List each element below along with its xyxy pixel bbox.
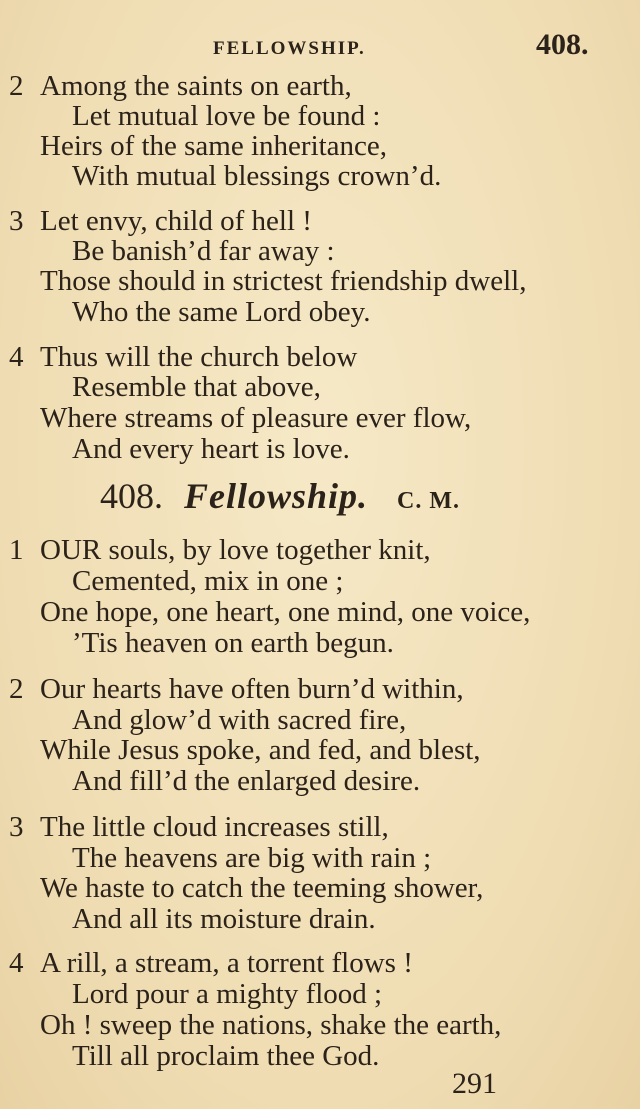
- verse-number: 2: [9, 673, 24, 705]
- hymn-title: [100, 474, 460, 523]
- verse-line: The heavens are big with rain ;: [72, 842, 432, 874]
- running-title: FELLOWSHIP.: [213, 38, 366, 59]
- verse-line: A rill, a stream, a torrent flows !: [40, 947, 413, 979]
- verse-line: Those should in strictest friendship dwell,: [40, 265, 527, 297]
- verse-line: Be banish’d far away :: [72, 235, 335, 267]
- verse-line: Who the same Lord obey.: [72, 296, 371, 328]
- hymn-name: Fellowship.: [184, 476, 369, 516]
- verse-line: One hope, one heart, one mind, one voice,: [40, 596, 531, 628]
- hymn-meter: C. M.: [397, 488, 461, 514]
- verse-line: And fill’d the enlarged desire.: [72, 765, 421, 797]
- verse-line: ’Tis heaven on earth begun.: [72, 627, 394, 659]
- verse-number: 4: [9, 341, 24, 373]
- verse-number: 3: [9, 205, 24, 237]
- verse-line: Cemented, mix in one ;: [72, 565, 344, 597]
- verse-line: The little cloud increases still,: [40, 811, 389, 843]
- verse-line: And glow’d with sacred fire,: [72, 704, 407, 736]
- verse-line: Resemble that above,: [72, 371, 321, 403]
- verse-line: Among the saints on earth,: [40, 70, 352, 102]
- verse-line: We haste to catch the teeming shower,: [40, 872, 484, 904]
- verse-line: And every heart is love.: [72, 433, 350, 465]
- verse-number: 1: [9, 534, 24, 566]
- verse-line: Let mutual love be found :: [72, 100, 381, 132]
- verse-line: Till all proclaim thee God.: [72, 1040, 380, 1072]
- verse-line: Where streams of pleasure ever flow,: [40, 402, 472, 434]
- verse-number: 3: [9, 811, 24, 843]
- verse-number: 2: [9, 70, 24, 102]
- verse-line: With mutual blessings crown’d.: [72, 160, 442, 192]
- verse-line: Oh ! sweep the nations, shake the earth,: [40, 1009, 502, 1041]
- verse-line: OUR souls, by love together knit,: [40, 534, 431, 566]
- page-number: 408.: [536, 28, 589, 61]
- verse-line: Thus will the church below: [40, 341, 358, 373]
- verse-line: Heirs of the same inheritance,: [40, 130, 388, 162]
- signature-number: 291: [452, 1067, 497, 1100]
- verse-line: Our hearts have often burn’d within,: [40, 673, 464, 705]
- verse-number: 4: [9, 947, 24, 979]
- verse-line: While Jesus spoke, and fed, and blest,: [40, 734, 481, 766]
- verse-line: Lord pour a mighty flood ;: [72, 978, 383, 1010]
- page-header: [0, 28, 640, 64]
- verse-line: And all its moisture drain.: [72, 903, 376, 935]
- hymn-number: 408.: [100, 476, 163, 516]
- verse-line: Let envy, child of hell !: [40, 205, 312, 237]
